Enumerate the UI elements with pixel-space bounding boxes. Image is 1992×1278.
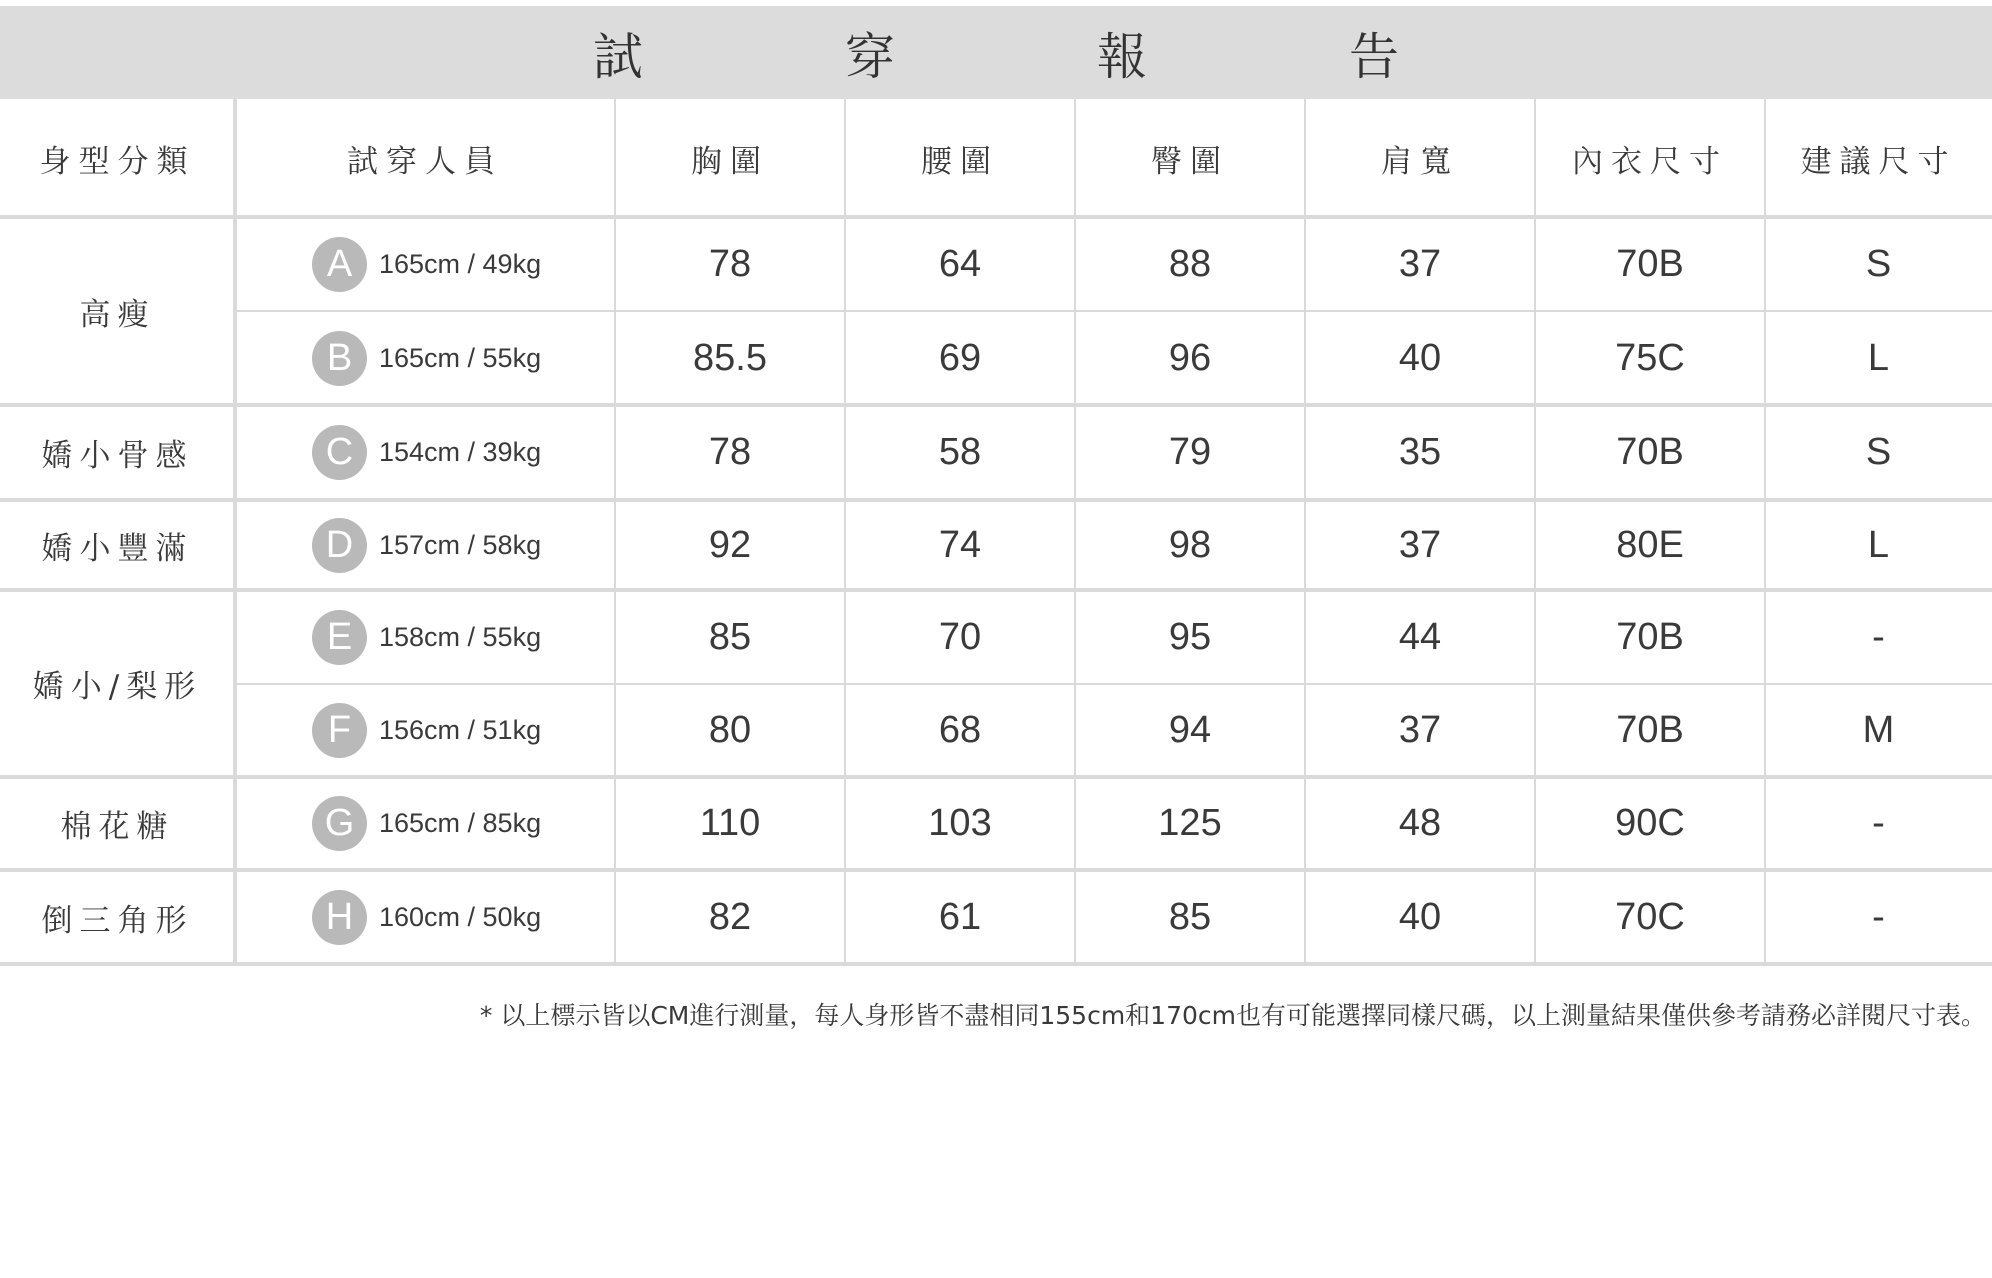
tester-badge: E — [312, 610, 367, 665]
waist-value: 103 — [928, 802, 992, 844]
bra-value: 75C — [1615, 336, 1685, 379]
tester-badge: B — [312, 331, 367, 386]
shoulder-value: 40 — [1398, 895, 1442, 938]
bra-value: 90C — [1615, 802, 1685, 844]
tester-height-weight: 156cm / 51kg — [379, 715, 542, 745]
category-cell: 倒三角形 — [41, 902, 194, 939]
chest-value: 92 — [708, 523, 752, 566]
table-header-row — [0, 99, 1992, 217]
bra-value: 70B — [1616, 431, 1684, 473]
body-type-group — [0, 500, 1992, 590]
bra-value: 70B — [1616, 615, 1684, 658]
header-category: 身型分類 — [39, 143, 196, 180]
footnote: * 以上標示皆以CM進行測量，每人身形皆不盡相同155cm和170cm也有可能選擇同樣尺碼，以上測量結果僅供參考請務必詳閱尺寸表。 — [479, 1001, 1986, 1030]
suggest-value: M — [1862, 709, 1895, 751]
hip-value: 79 — [1168, 431, 1212, 473]
tester-height-weight: 165cm / 85kg — [379, 808, 542, 838]
header-shoulder: 肩寬 — [1381, 143, 1459, 180]
tester-height-weight: 157cm / 58kg — [379, 529, 542, 560]
waist-value: 74 — [938, 523, 982, 566]
report-title-bar — [0, 6, 1992, 99]
bra-value: 70B — [1616, 242, 1684, 285]
shoulder-value: 35 — [1398, 431, 1442, 473]
shoulder-value: 37 — [1398, 523, 1442, 566]
hip-value: 94 — [1168, 709, 1212, 751]
hip-value: 125 — [1158, 802, 1222, 844]
header-tester: 試穿人員 — [347, 143, 503, 180]
waist-value: 64 — [938, 242, 982, 285]
report-title: 試 穿 報 告 — [593, 27, 1475, 86]
suggest-value: - — [1872, 802, 1885, 844]
waist-value: 58 — [938, 431, 982, 473]
column-divider — [1074, 99, 1076, 964]
fitting-report-table — [0, 99, 1992, 964]
header-suggested-size: 建議尺寸 — [1800, 143, 1957, 180]
suggest-value: L — [1867, 336, 1890, 379]
chest-value: 85.5 — [693, 336, 767, 379]
body-type-group — [0, 405, 1992, 500]
tester-cell — [0, 500, 615, 590]
header-chest: 胸圍 — [691, 143, 769, 180]
tester-badge: D — [312, 518, 367, 573]
row-divider — [0, 403, 1992, 407]
tester-height-weight: 160cm / 50kg — [379, 901, 542, 932]
shoulder-value: 40 — [1398, 336, 1442, 379]
tester-badge: H — [312, 890, 367, 945]
waist-value: 61 — [938, 895, 982, 938]
tester-height-weight: 165cm / 55kg — [379, 342, 542, 373]
row-divider-thin — [235, 683, 1992, 685]
category-cell: 嬌小骨感 — [41, 438, 194, 474]
tester-cell — [0, 311, 615, 405]
category-cell: 高瘦 — [79, 296, 156, 333]
tester-cell — [0, 777, 615, 870]
hip-value: 95 — [1168, 615, 1212, 658]
column-divider — [1534, 99, 1536, 964]
header-waist: 腰圍 — [921, 143, 999, 180]
tester-badge: G — [312, 796, 367, 851]
suggest-value: - — [1872, 615, 1885, 658]
hip-value: 98 — [1168, 523, 1212, 566]
tester-height-weight: 158cm / 55kg — [379, 621, 542, 652]
tester-height-weight: 154cm / 39kg — [379, 437, 542, 467]
shoulder-value: 44 — [1398, 615, 1442, 658]
shoulder-value: 37 — [1398, 709, 1442, 751]
bra-value: 80E — [1616, 523, 1684, 566]
chest-value: 78 — [708, 431, 752, 473]
suggest-value: S — [1865, 431, 1892, 473]
chest-value: 78 — [708, 242, 752, 285]
column-divider — [844, 99, 846, 964]
tester-cell — [0, 590, 615, 684]
body-type-group — [0, 870, 1992, 964]
chest-value: 85 — [708, 615, 752, 658]
tester-height-weight: 165cm / 49kg — [379, 248, 542, 279]
hip-value: 88 — [1168, 242, 1212, 285]
row-divider — [0, 588, 1992, 592]
tester-badge: F — [312, 703, 367, 758]
shoulder-value: 37 — [1398, 242, 1442, 285]
hip-value: 85 — [1168, 895, 1212, 938]
column-divider — [233, 99, 237, 964]
row-divider-thin — [235, 310, 1992, 312]
row-divider — [0, 775, 1992, 779]
body-type-group — [0, 777, 1992, 870]
suggest-value: L — [1867, 523, 1890, 566]
tester-cell — [0, 217, 615, 311]
row-divider — [0, 868, 1992, 872]
bra-value: 70C — [1615, 895, 1685, 938]
chest-value: 110 — [699, 802, 761, 844]
category-cell: 棉花糖 — [60, 809, 175, 845]
waist-value: 68 — [938, 709, 982, 751]
tester-badge: C — [312, 425, 367, 480]
header-hip: 臀圍 — [1151, 143, 1229, 180]
column-divider — [1304, 99, 1306, 964]
tester-cell — [0, 684, 615, 777]
shoulder-value: 48 — [1398, 802, 1442, 844]
category-cell: 嬌小豐滿 — [41, 530, 194, 567]
suggest-value: S — [1865, 242, 1892, 285]
chest-value: 80 — [708, 709, 752, 751]
bra-value: 70B — [1616, 709, 1684, 751]
header-bra-size: 內衣尺寸 — [1572, 143, 1728, 180]
column-divider — [1764, 99, 1766, 964]
waist-value: 69 — [938, 336, 982, 379]
waist-value: 70 — [938, 615, 982, 658]
tester-cell — [0, 405, 615, 500]
chest-value: 82 — [708, 895, 752, 938]
tester-cell — [0, 870, 615, 964]
tester-badge: A — [312, 237, 367, 292]
category-cell: 嬌小/梨形 — [32, 669, 203, 705]
row-divider — [0, 215, 1992, 219]
hip-value: 96 — [1168, 336, 1212, 379]
row-divider — [0, 498, 1992, 502]
row-divider — [0, 962, 1992, 966]
column-divider — [614, 99, 616, 964]
suggest-value: - — [1872, 895, 1885, 938]
